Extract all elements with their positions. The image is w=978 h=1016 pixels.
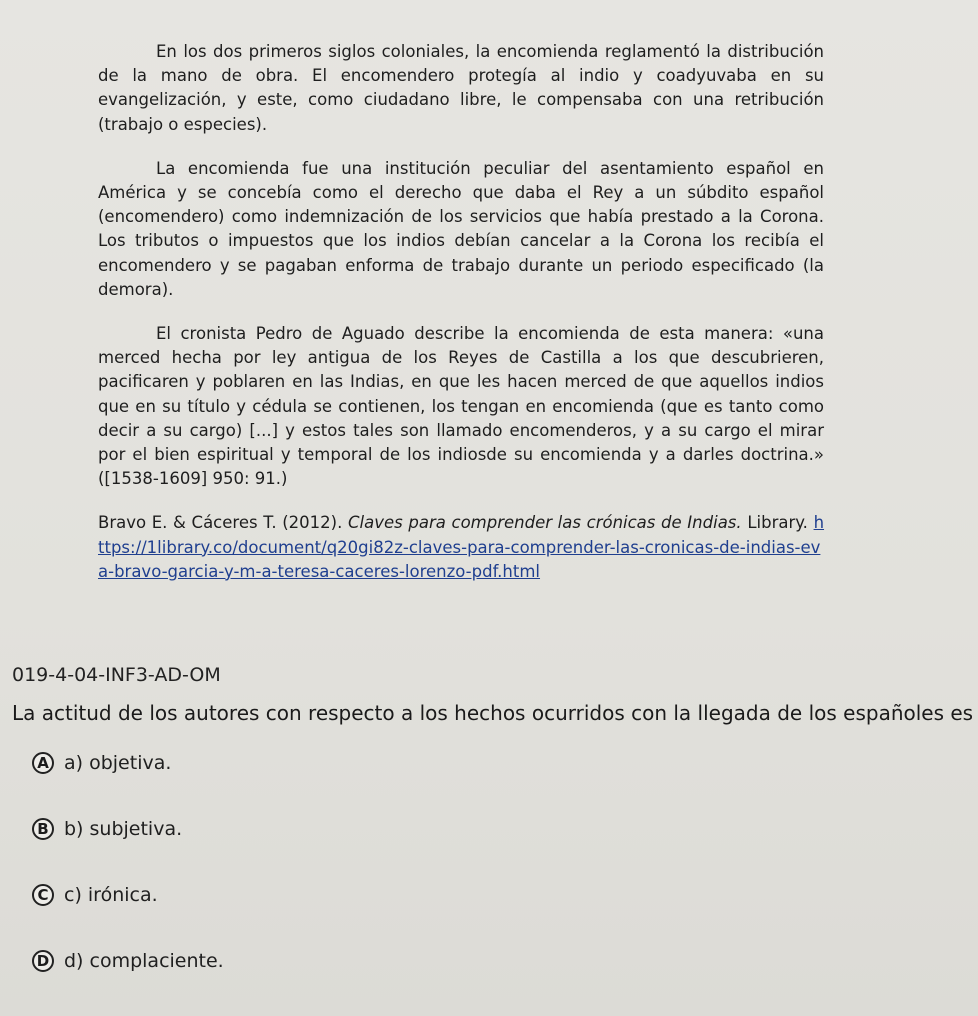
passage-paragraph-2: La encomienda fue una institución peculiar del asentamiento español en América y se concebía como el derecho que daba el Rey a un súbdito español (encomendero) como indemnización de los servicios que había prestado a la Corona. Los tributos o impuestos que los indios debían cancelar a la Corona los recibía el encomendero y se pagaban enforma de trabajo durante un periodo especificado (la demora). [98, 158, 824, 299]
question-code: 019-4-04-INF3-AD-OM [12, 664, 221, 686]
option-a-text: a) objetiva. [64, 752, 172, 774]
option-d-badge[interactable]: D [32, 950, 54, 972]
option-a[interactable] [32, 750, 224, 776]
option-c-text: c) irónica. [64, 884, 158, 906]
option-b-badge[interactable]: B [32, 818, 54, 840]
answer-options [32, 750, 224, 1014]
option-b-text: b) subjetiva. [64, 818, 183, 840]
option-a-badge[interactable]: A [32, 752, 54, 774]
passage-paragraph-3: El cronista Pedro de Aguado describe la encomienda de esta manera: «una merced hecha por ley antigua de los Reyes de Castilla a los que descubrieren, pacificaren y poblaren en las Indias, en que les hacen merced de que aquellos indios que en su título y cédula se contienen, los tengan en encomienda (que es tanto como decir a su cargo) [...] y estos tales son llamado encomenderos, y a su cargo el mirar por el bien espiritual y temporal de los indiosde su encomienda y a darles doctrina.» ([1538-1609] 950: 91.) [98, 324, 824, 489]
reading-passage [98, 40, 824, 584]
question-stem: La actitud de los autores con respecto a los hechos ocurridos con la llegada de los españoles es [12, 701, 974, 725]
passage-paragraph-1: En los dos primeros siglos coloniales, la encomienda reglamentó la distribución de la mano de obra. El encomendero protegía al indio y coadyuvaba en su evangelización, y este, como ciudadano libre, le compensaba con una retribución (trabajo o especies). [98, 42, 824, 134]
citation-url: https://1library.co/document/q20gi82z-claves-para-comprender-las-cronicas-de-indias-eva-bravo-garcia-y-m-a-teresa-caceres-lorenzo-pdf.html [98, 513, 825, 581]
citation-authors: Bravo E. & Cáceres T. (2012). [98, 513, 343, 533]
option-d-text: d) complaciente. [64, 950, 224, 972]
citation-publisher: Library. [747, 513, 808, 533]
option-c-badge[interactable]: C [32, 884, 54, 906]
option-d[interactable] [32, 948, 224, 974]
option-b[interactable] [32, 816, 224, 842]
citation-title: Claves para comprender las crónicas de Indias. [348, 513, 742, 533]
citation [98, 511, 824, 584]
option-c[interactable] [32, 882, 224, 908]
